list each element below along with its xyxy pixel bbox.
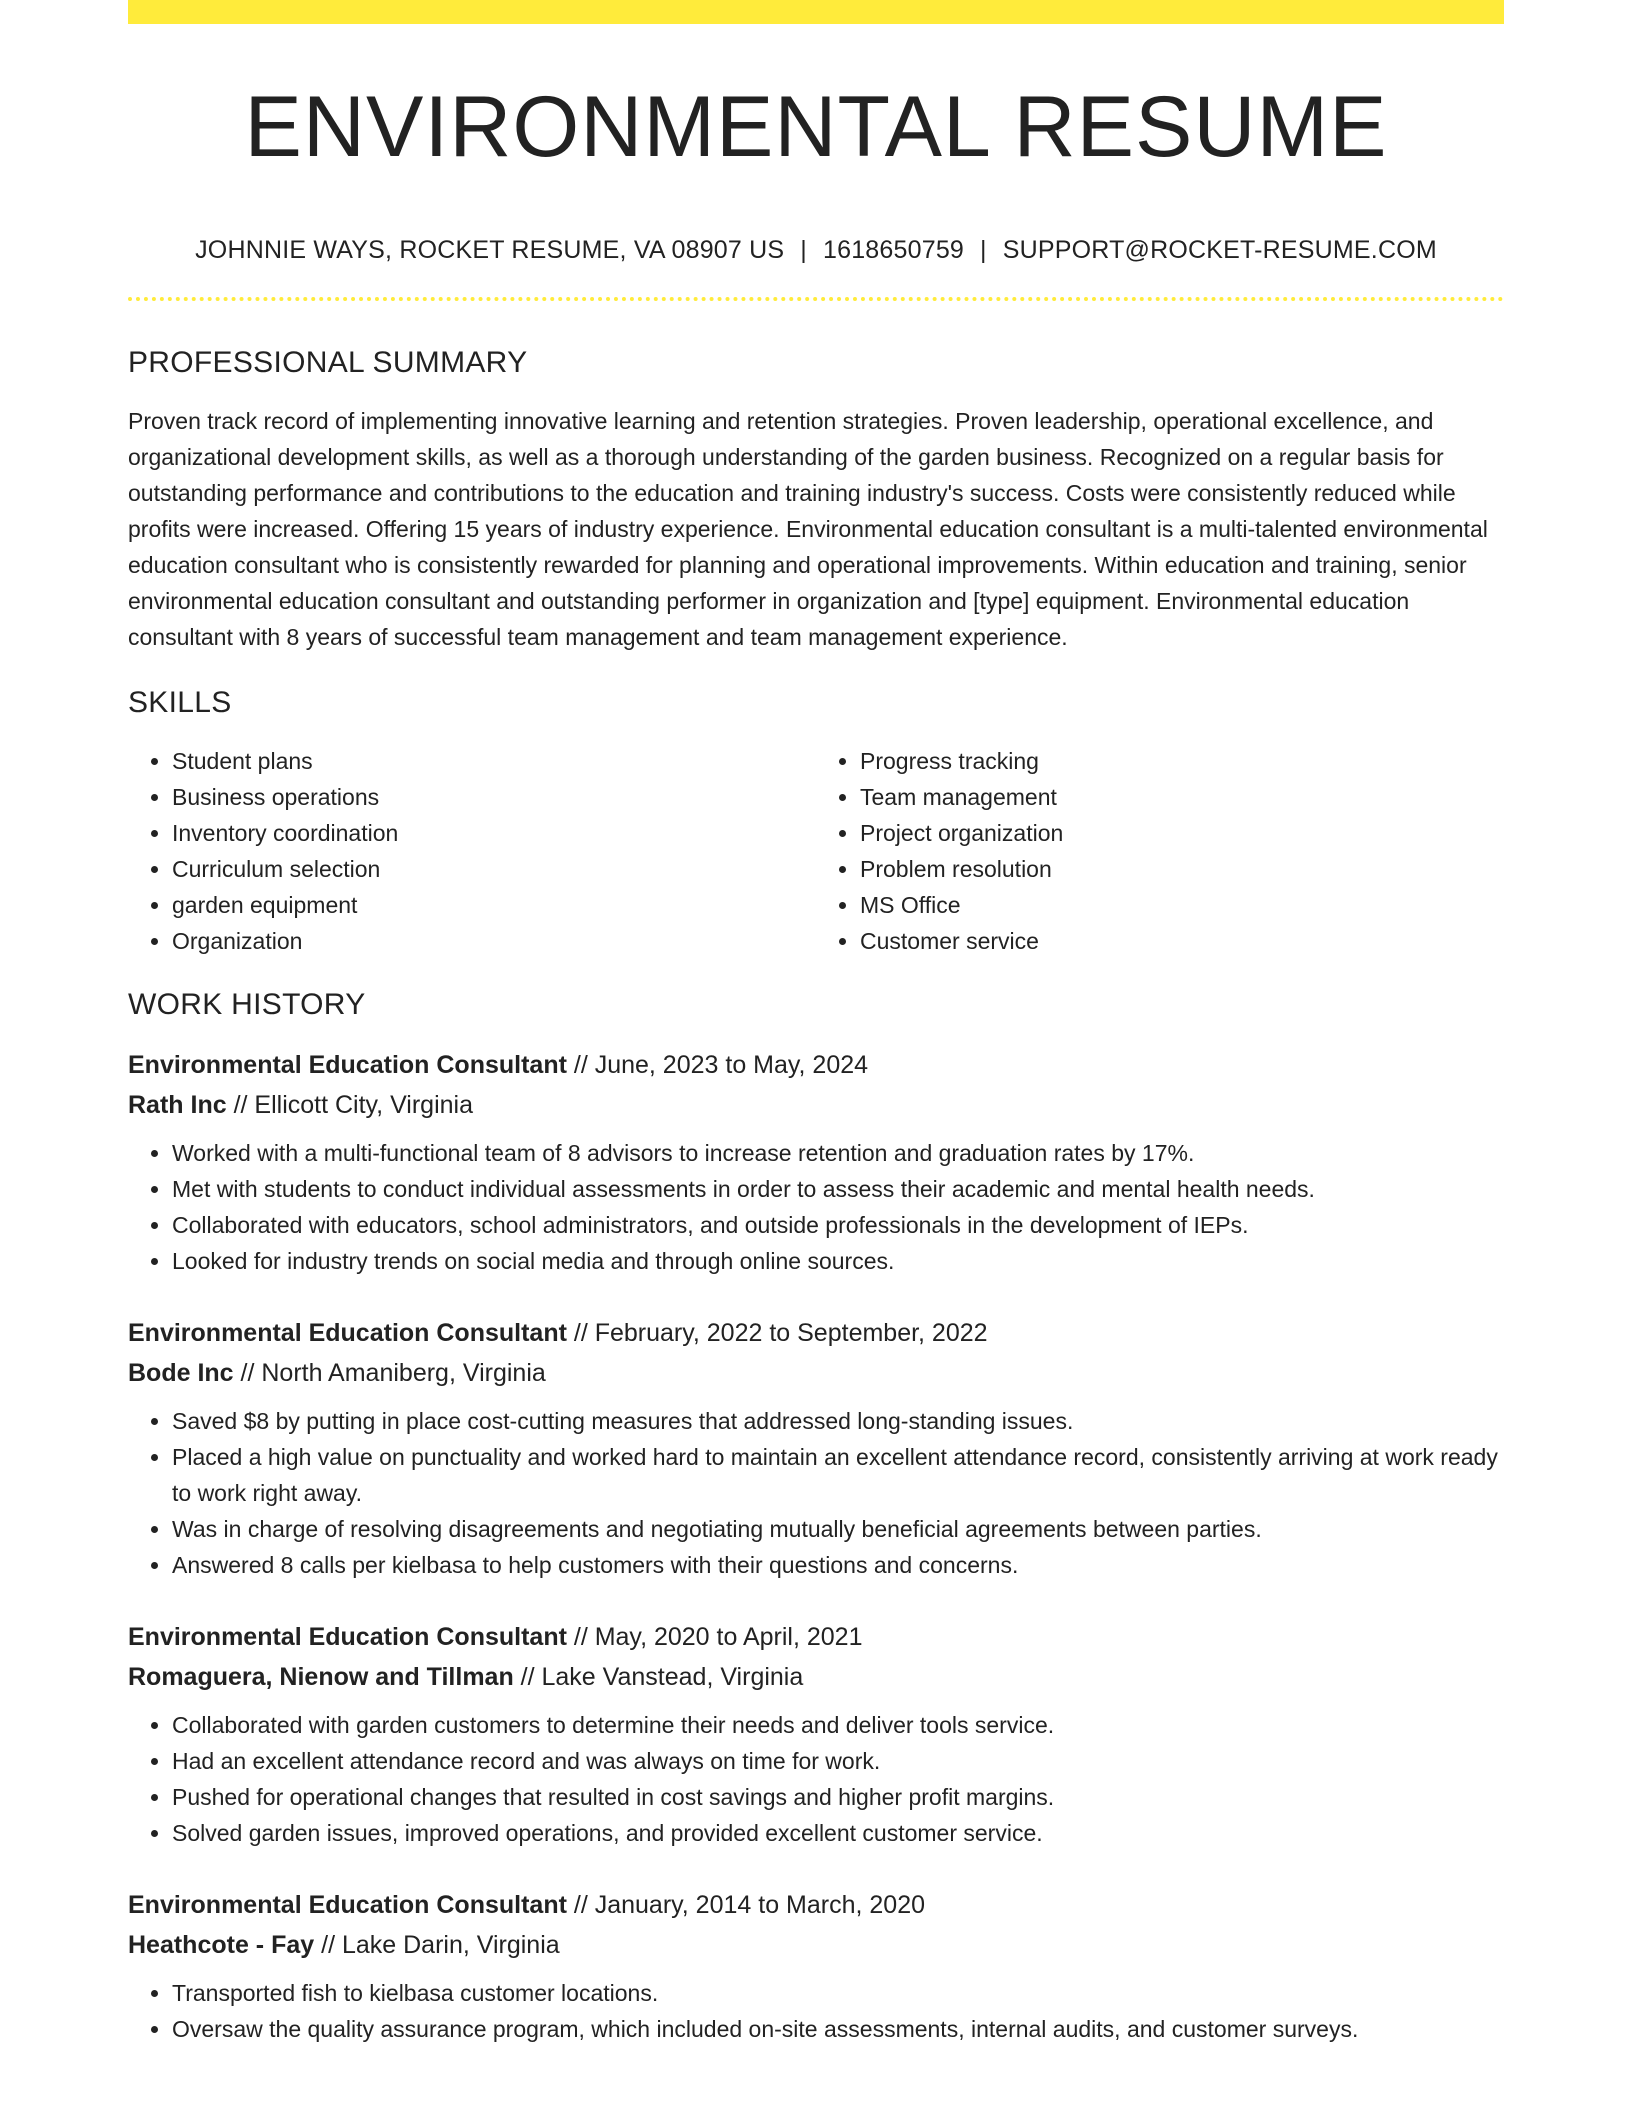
job-company-line: [128, 1925, 1504, 1965]
skill-item: • Student plans: [172, 743, 816, 779]
job-title: Environmental Education Consultant: [128, 1319, 567, 1347]
job-company-line: [128, 1353, 1504, 1393]
skill-item: • Business operations: [172, 779, 816, 815]
skill-item: • Customer service: [860, 923, 1504, 959]
skill-item: • Curriculum selection: [172, 851, 816, 887]
job-location: // Ellicott City, Virginia: [226, 1091, 473, 1119]
job-company: Rath Inc: [128, 1091, 227, 1119]
job-bullet: • Collaborated with garden customers to determine their needs and deliver tools service.: [172, 1707, 1504, 1743]
job-title-line: [128, 1045, 1504, 1085]
job-title: Environmental Education Consultant: [128, 1623, 567, 1651]
job-bullets: [128, 1135, 1504, 1279]
job-dates: // May, 2020 to April, 2021: [566, 1623, 863, 1651]
job-location: // Lake Vanstead, Virginia: [513, 1663, 804, 1691]
skill-item: • garden equipment: [172, 887, 816, 923]
skill-item: • Project organization: [860, 815, 1504, 851]
job-entry: [128, 1313, 1504, 1583]
skills-heading: SKILLS: [128, 686, 232, 719]
job-bullet: • Collaborated with educators, school administrators, and outside professionals in the development of IEPs.: [172, 1207, 1504, 1243]
resume-title: ENVIRONMENTAL RESUME: [244, 79, 1388, 175]
job-bullet: • Worked with a multi-functional team of 8 advisors to increase retention and graduation rates by 17%.: [172, 1135, 1504, 1171]
job-bullet: • Answered 8 calls per kielbasa to help customers with their questions and concerns.: [172, 1547, 1504, 1583]
job-entry: [128, 1617, 1504, 1851]
top-accent-bar: [128, 0, 1504, 24]
contact-separator: |: [800, 236, 807, 264]
job-bullet: • Solved garden issues, improved operations, and provided excellent customer service.: [172, 1815, 1504, 1851]
job-bullet: • Had an excellent attendance record and was always on time for work.: [172, 1743, 1504, 1779]
skill-item: • MS Office: [860, 887, 1504, 923]
job-bullet: • Transported fish to kielbasa customer locations.: [172, 1975, 1504, 2011]
contact-phone: 1618650759: [823, 236, 965, 264]
summary-heading: PROFESSIONAL SUMMARY: [128, 346, 528, 379]
skills-list: [128, 743, 1504, 959]
job-title-line: [128, 1313, 1504, 1353]
job-bullet: • Looked for industry trends on social media and through online sources.: [172, 1243, 1504, 1279]
job-bullet: • Placed a high value on punctuality and worked hard to maintain an excellent attendance record, consistently arriving at work ready to work right away.: [172, 1439, 1504, 1511]
skill-item: • Team management: [860, 779, 1504, 815]
job-company: Heathcote - Fay: [128, 1931, 315, 1959]
job-bullets: [128, 1975, 1504, 2047]
summary-text: Proven track record of implementing innovative learning and retention strategies. Proven leadership, operational excellence, and organizational development skills, as well as a thorough understanding of the garden business. Recognized on a regular basis for outstanding performance and contributions to the education and training industry's success. Costs were consistently reduced while profits were increased. Offering 15 years of industry experience. Environmental education consultant is a multi-talented environmental education consultant who is consistently rewarded for planning and operational improvements. Within education and training, senior environmental education consultant and outstanding performer in organization and [type] equipment. Environmental education consultant with 8 years of successful team management and team management experience.: [128, 408, 1488, 650]
job-bullet: • Saved $8 by putting in place cost-cutting measures that addressed long-standing issues.: [172, 1403, 1504, 1439]
contact-address: JOHNNIE WAYS, ROCKET RESUME, VA 08907 US: [195, 236, 785, 264]
job-dates: // January, 2014 to March, 2020: [566, 1891, 926, 1919]
skills-column-left: [128, 743, 816, 959]
job-bullets: [128, 1707, 1504, 1851]
job-bullet: • Met with students to conduct individual assessments in order to assess their academic and mental health needs.: [172, 1171, 1504, 1207]
job-dates: // June, 2023 to May, 2024: [566, 1051, 869, 1079]
job-title-line: [128, 1617, 1504, 1657]
job-entry: [128, 1885, 1504, 2047]
job-bullet: • Was in charge of resolving disagreements and negotiating mutually beneficial agreements between parties.: [172, 1511, 1504, 1547]
work-history-heading: WORK HISTORY: [128, 988, 366, 1021]
contact-email: SUPPORT@ROCKET-RESUME.COM: [1002, 236, 1437, 264]
job-location: // North Amaniberg, Virginia: [233, 1359, 546, 1387]
dotted-divider: [128, 297, 1504, 301]
resume-page: [128, 0, 1504, 2047]
job-entry: [128, 1045, 1504, 1279]
skill-item: • Problem resolution: [860, 851, 1504, 887]
job-title: Environmental Education Consultant: [128, 1051, 567, 1079]
job-bullets: [128, 1403, 1504, 1583]
job-title: Environmental Education Consultant: [128, 1891, 567, 1919]
skill-item: • Inventory coordination: [172, 815, 816, 851]
job-company: Bode Inc: [128, 1359, 234, 1387]
job-dates: // February, 2022 to September, 2022: [566, 1319, 988, 1347]
job-company: Romaguera, Nienow and Tillman: [128, 1663, 514, 1691]
job-bullet: • Oversaw the quality assurance program, which included on-site assessments, internal audits, and customer surveys.: [172, 2011, 1504, 2047]
job-company-line: [128, 1085, 1504, 1125]
skill-item: • Progress tracking: [860, 743, 1504, 779]
job-title-line: [128, 1885, 1504, 1925]
skill-item: • Organization: [172, 923, 816, 959]
contact-line: [128, 236, 1504, 265]
job-location: // Lake Darin, Virginia: [314, 1931, 560, 1959]
job-company-line: [128, 1657, 1504, 1697]
job-bullet: • Pushed for operational changes that resulted in cost savings and higher profit margins.: [172, 1779, 1504, 1815]
contact-separator: |: [980, 236, 987, 264]
skills-column-right: [816, 743, 1504, 959]
